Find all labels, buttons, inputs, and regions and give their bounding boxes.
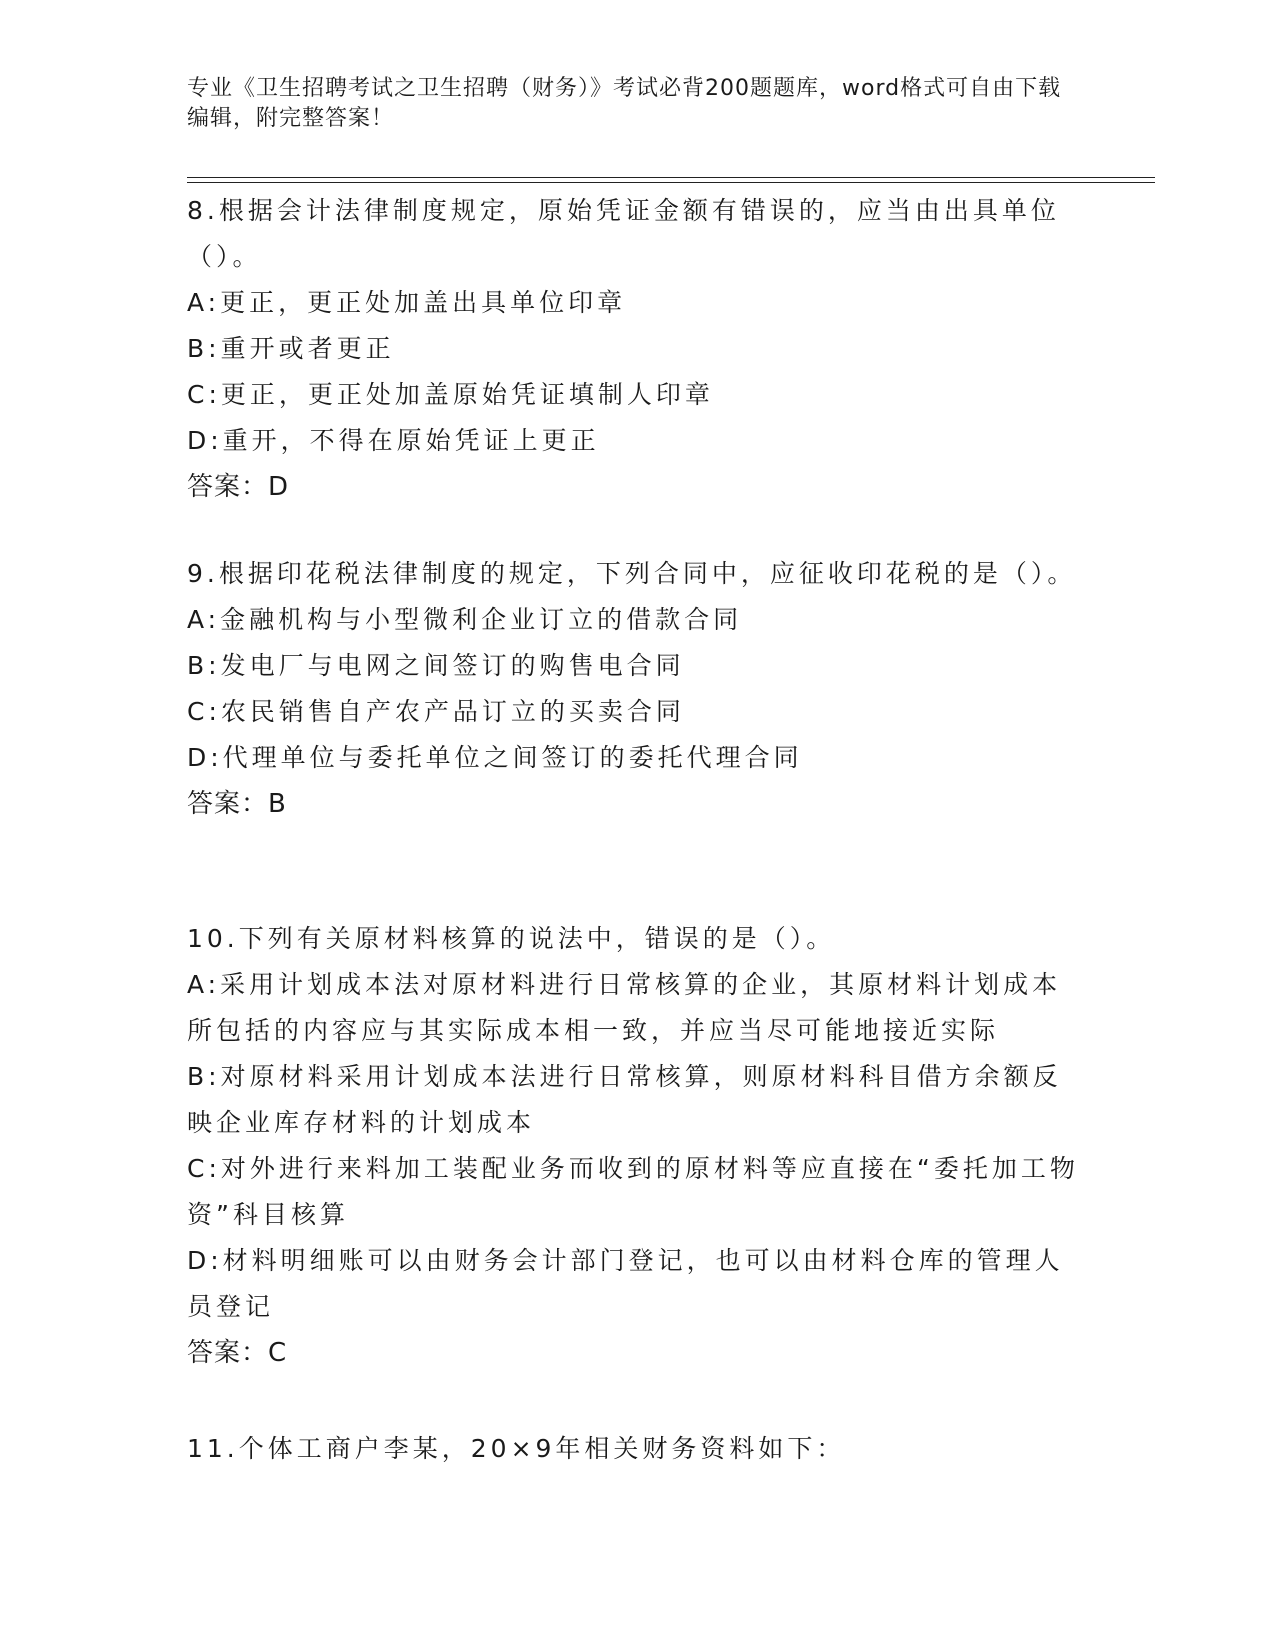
option-d: D:重开，不得在原始凭证上更正 <box>187 426 600 455</box>
option-c: C:对外进行来料加工装配业务而收到的原材料等应直接在“委托加工物资”科目核算 <box>187 1154 1079 1229</box>
option-c: C:农民销售自产农产品订立的买卖合同 <box>187 697 685 726</box>
answer: 答案：D <box>187 472 290 502</box>
header-divider-top <box>187 177 1155 178</box>
option-b: B:发电厂与电网之间签订的购售电合同 <box>187 651 685 680</box>
option-a: A:采用计划成本法对原材料进行日常核算的企业，其原材料计划成本所包括的内容应与其实际成本相一致，并应当尽可能地接近实际 <box>187 970 1062 1045</box>
option-c: C:更正，更正处加盖原始凭证填制人印章 <box>187 380 714 409</box>
answer: 答案：C <box>187 1338 288 1368</box>
option-d: D:代理单位与委托单位之间签订的委托代理合同 <box>187 743 803 772</box>
question-stem: 10.下列有关原材料核算的说法中，错误的是（）。 <box>187 924 836 953</box>
option-a: A:金融机构与小型微利企业订立的借款合同 <box>187 605 743 634</box>
option-b: B:对原材料采用计划成本法进行日常核算，则原材料科目借方余额反映企业库存材料的计划成本 <box>187 1062 1062 1137</box>
option-b: B:重开或者更正 <box>187 334 395 363</box>
question-stem: 8.根据会计法律制度规定，原始凭证金额有错误的，应当由出具单位（）。 <box>187 196 1060 271</box>
document-intro: 专业《卫生招聘考试之卫生招聘（财务）》考试必背200题题库，word格式可自由下载编辑，附完整答案！ <box>187 76 1062 131</box>
option-d: D:材料明细账可以由财务会计部门登记，也可以由材料仓库的管理人员登记 <box>187 1246 1064 1321</box>
question-9 <box>187 551 1087 827</box>
question-8 <box>187 188 1087 510</box>
option-a: A:更正，更正处加盖出具单位印章 <box>187 288 627 317</box>
question-11 <box>187 1426 1087 1472</box>
question-stem: 11.个体工商户李某，20×9年相关财务资料如下： <box>187 1434 846 1463</box>
question-10 <box>187 916 1087 1376</box>
header-divider-bottom <box>187 182 1155 183</box>
answer: 答案：B <box>187 789 287 819</box>
question-stem: 9.根据印花税法律制度的规定，下列合同中，应征收印花税的是（）。 <box>187 559 1077 588</box>
